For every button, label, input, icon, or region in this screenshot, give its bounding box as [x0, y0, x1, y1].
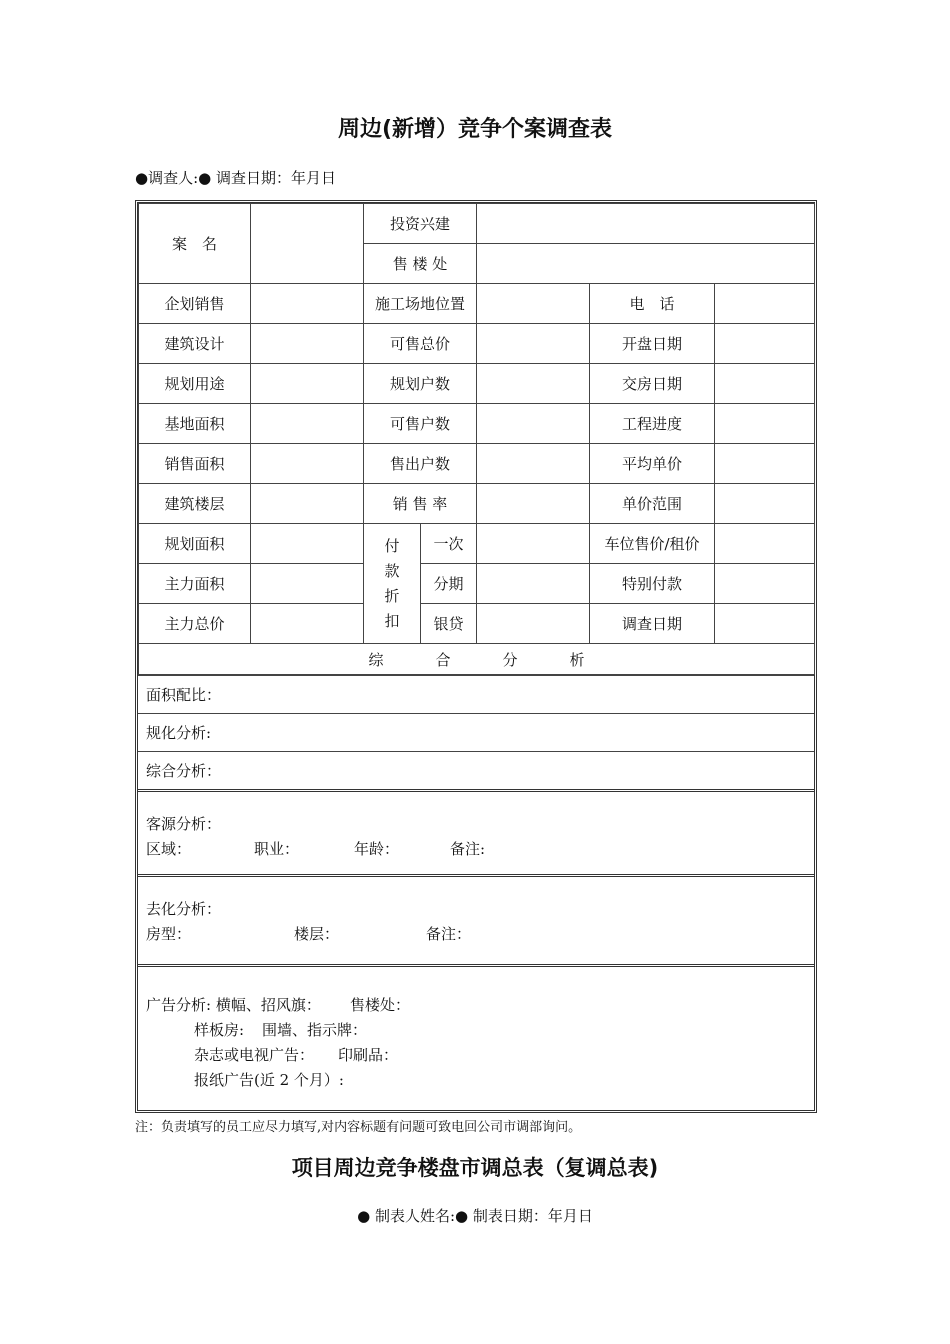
section-customer-analysis[interactable]	[138, 789, 814, 874]
field-main-area[interactable]	[251, 564, 364, 604]
label-survey-date: 调查日期	[590, 604, 715, 644]
field-special-payment[interactable]	[715, 564, 815, 604]
field-planning-sales[interactable]	[251, 284, 364, 324]
ad-show-flat-label: 样板房:	[194, 1021, 245, 1039]
label-planned-units: 规划户数	[364, 364, 477, 404]
unit-type-label: 房型：	[146, 925, 192, 943]
survey-form	[135, 200, 817, 1113]
ad-line-3	[146, 1043, 814, 1068]
label-total-price: 可售总价	[364, 324, 477, 364]
ad-sales-office-label: 售楼处：	[350, 996, 411, 1014]
label-loan: 银贷	[421, 604, 477, 644]
label-progress: 工程进度	[590, 404, 715, 444]
analysis-header-char: 综	[368, 650, 384, 669]
label-open-date: 开盘日期	[590, 324, 715, 364]
customer-fields	[146, 837, 814, 862]
second-meta: ● 制表人姓名:● 制表日期：年月日	[357, 1207, 593, 1225]
field-sales-office[interactable]	[477, 244, 815, 284]
customer-remark-label: 备注:	[450, 840, 486, 858]
field-invest[interactable]	[477, 204, 815, 244]
field-architect[interactable]	[251, 324, 364, 364]
field-floors[interactable]	[251, 484, 364, 524]
analysis-header	[139, 644, 815, 675]
field-sales-area[interactable]	[251, 444, 364, 484]
field-lump-sum[interactable]	[477, 524, 590, 564]
occupation-label: 职业：	[254, 840, 300, 858]
label-sold-units: 售出户数	[364, 444, 477, 484]
payment-char: 付	[384, 536, 400, 555]
label-sales-rate: 销 售 率	[364, 484, 477, 524]
label-installment: 分期	[421, 564, 477, 604]
label-delivery-date: 交房日期	[590, 364, 715, 404]
form-note: 注：负责填写的员工应尽力填写,对内容标题有问题可致电回公司市调部询问。	[135, 1120, 582, 1135]
field-case-name[interactable]	[251, 204, 364, 284]
field-site-area[interactable]	[251, 404, 364, 444]
page-title: 周边(新增）竞争个案调查表	[337, 117, 613, 142]
floor-label: 楼层：	[294, 925, 340, 943]
label-parking-price: 车位售价/租价	[590, 524, 715, 564]
label-invest: 投资兴建	[364, 204, 477, 244]
payment-char: 款	[384, 561, 400, 580]
label-special-payment: 特别付款	[590, 564, 715, 604]
age-label: 年龄：	[354, 840, 400, 858]
label-sales-area: 销售面积	[139, 444, 251, 484]
field-open-date[interactable]	[715, 324, 815, 364]
section-area-ratio[interactable]	[138, 675, 814, 713]
field-avg-price[interactable]	[715, 444, 815, 484]
field-planned-area[interactable]	[251, 524, 364, 564]
ad-line-1	[146, 993, 814, 1018]
label-sales-office: 售 楼 处	[364, 244, 477, 284]
field-total-price[interactable]	[477, 324, 590, 364]
field-survey-date[interactable]	[715, 604, 815, 644]
field-main-total[interactable]	[251, 604, 364, 644]
absorption-fields	[146, 922, 814, 947]
payment-char: 折	[384, 586, 400, 605]
label-price-range: 单价范围	[590, 484, 715, 524]
label-case-name: 案 名	[139, 204, 251, 284]
field-price-range[interactable]	[715, 484, 815, 524]
ad-signage-label: 围墙、指示牌：	[262, 1021, 368, 1039]
field-delivery-date[interactable]	[715, 364, 815, 404]
field-usage[interactable]	[251, 364, 364, 404]
label-phone: 电 话	[590, 284, 715, 324]
field-progress[interactable]	[715, 404, 815, 444]
label-architect: 建筑设计	[139, 324, 251, 364]
section-absorption-analysis[interactable]	[138, 874, 814, 964]
label-site-area: 基地面积	[139, 404, 251, 444]
analysis-header-char: 合	[435, 650, 451, 669]
label-planning-sales: 企划销售	[139, 284, 251, 324]
payment-char: 扣	[384, 611, 400, 630]
field-installment[interactable]	[477, 564, 590, 604]
label-main-area: 主力面积	[139, 564, 251, 604]
ad-banner-label: 广告分析: 横幅、招风旗：	[146, 996, 321, 1014]
analysis-header-char: 分	[502, 650, 518, 669]
form-table	[138, 203, 815, 675]
label-saleable-units: 可售户数	[364, 404, 477, 444]
second-title: 项目周边竞争楼盘市调总表（复调总表)	[291, 1156, 659, 1180]
field-sales-rate[interactable]	[477, 484, 590, 524]
field-planned-units[interactable]	[477, 364, 590, 404]
area-ratio-label: 面积配比：	[146, 686, 222, 704]
label-floors: 建筑楼层	[139, 484, 251, 524]
label-lump-sum: 一次	[421, 524, 477, 564]
label-payment-discount	[364, 524, 421, 644]
overall-analysis-label: 综合分析：	[146, 762, 222, 780]
field-parking-price[interactable]	[715, 524, 815, 564]
ad-magazine-tv-label: 杂志或电视广告：	[194, 1046, 315, 1064]
label-planned-area: 规划面积	[139, 524, 251, 564]
field-phone[interactable]	[715, 284, 815, 324]
customer-analysis-title: 客源分析：	[146, 815, 222, 833]
planning-analysis-label: 规化分析:	[146, 724, 212, 742]
section-ad-analysis[interactable]	[138, 964, 814, 1114]
analysis-header-char: 析	[569, 650, 585, 669]
ad-newspaper-label: 报纸广告(近 2 个月）:	[194, 1071, 344, 1089]
field-site-location[interactable]	[477, 284, 590, 324]
section-planning-analysis[interactable]	[138, 713, 814, 751]
label-main-total: 主力总价	[139, 604, 251, 644]
label-avg-price: 平均单价	[590, 444, 715, 484]
label-site-location: 施工场地位置	[364, 284, 477, 324]
field-saleable-units[interactable]	[477, 404, 590, 444]
survey-meta: ●调查人:● 调查日期：年月日	[135, 169, 336, 187]
ad-print-label: 印刷品：	[338, 1046, 399, 1064]
absorption-remark-label: 备注：	[426, 925, 472, 943]
field-sold-units[interactable]	[477, 444, 590, 484]
ad-line-2	[146, 1018, 814, 1043]
region-label: 区域：	[146, 840, 192, 858]
absorption-analysis-title: 去化分析：	[146, 900, 222, 918]
field-loan[interactable]	[477, 604, 590, 644]
label-usage: 规划用途	[139, 364, 251, 404]
section-overall-analysis[interactable]	[138, 751, 814, 789]
